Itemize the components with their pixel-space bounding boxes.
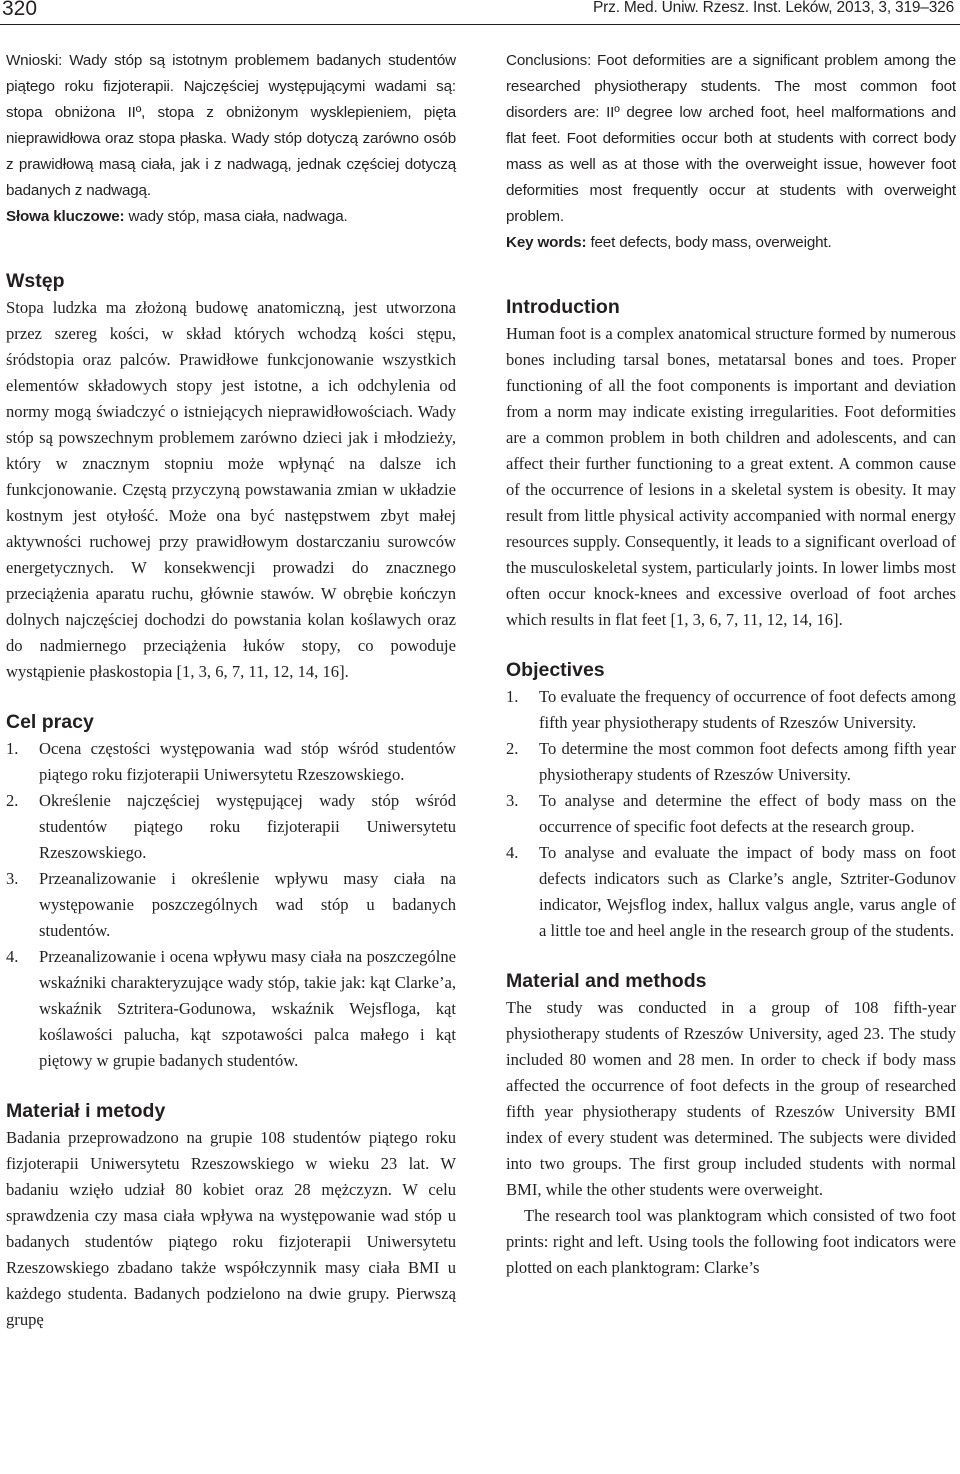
list-item-text: To analyse and determine the effect of body mass on the occurrence of specific foot defects at the research group.	[539, 791, 956, 836]
left-column-polish	[6, 48, 456, 1333]
intro-paragraph	[506, 321, 956, 633]
conclusions-label: Wnioski:	[6, 52, 63, 69]
methods-text-2: The research tool was planktogram which consisted of two foot prints: right and left. Using tools the following foot indicators were plotted on each planktogram: Clarke’s	[506, 1206, 956, 1277]
list-item	[6, 736, 456, 788]
list-item	[6, 866, 456, 944]
conclusions-text: Wady stóp są istotnym problemem badanych studentów piątego roku fizjoterapii. Najczęściej występującymi wadami są: stopa obniżona IIº, stopa z obniżonym wysklepieniem, pięta nieprawidłowa oraz stopa płaska. Wady stóp dotyczą zarówno osób z prawidłową masą ciała, jak i z nadwagą, jednak częściej dotyczą badanych z nadwagą.	[6, 52, 456, 199]
list-item	[6, 788, 456, 866]
methods-paragraph	[506, 995, 956, 1281]
header-rule	[0, 24, 960, 25]
abstract-english	[506, 48, 956, 256]
section-heading-objectives: Objectives	[506, 659, 605, 681]
objectives-list	[6, 736, 456, 1074]
list-item	[6, 944, 456, 1074]
abstract-polish	[6, 48, 456, 230]
keywords-text: feet defects, body mass, overweight.	[586, 234, 832, 251]
section-heading-intro: Introduction	[506, 296, 620, 318]
keywords-label: Słowa kluczowe:	[6, 208, 125, 225]
section-heading-methods: Materiał i metody	[6, 1100, 166, 1122]
list-item-number: 1.	[506, 687, 519, 706]
list-item-text: To analyse and evaluate the impact of body mass on foot defects indicators such as Clarke’s angle, Sztriter-Godunov indicator, Wejsflog index, hallux valgus angle, varus angle of a little toe and heel angle in the research group of the students.	[539, 843, 956, 940]
list-item-text: To determine the most common foot defects among fifth year physiotherapy students of Rzeszów University.	[539, 739, 956, 784]
methods-paragraph	[6, 1125, 456, 1333]
conclusions-text: Foot deformities are a significant problem among the researched physiotherapy students. The most common foot disorders are: IIº degree low arched foot, heel malformations and flat feet. Foot deformities occur both at students with correct body mass as well as at those with the overweight issue, however foot deformities most frequently occur at students with overweight problem.	[506, 52, 956, 225]
list-item	[506, 840, 956, 944]
methods-text-1: The study was conducted in a group of 108 fifth-year physiotherapy students of Rzeszów University, aged 23. The study included 80 women and 28 men. In order to check if body mass affected the occurrence of foot defects in the group of researched fifth year physiotherapy students of Rzeszów University BMI index of every student was determined. The subjects were divided into two groups. The first group included students with normal BMI, while the other students were overweight.	[506, 998, 956, 1199]
list-item-number: 2.	[6, 791, 19, 810]
conclusions-english	[506, 48, 956, 230]
list-item-number: 3.	[6, 869, 19, 888]
list-item-text: Przeanalizowanie i określenie wpływu masy ciała na występowanie poszczególnych wad stóp u badanych studentów.	[39, 869, 456, 940]
list-item-text: Określenie najczęściej występującej wady stóp wśród studentów piątego roku fizjoterapii Uniwersytetu Rzeszowskiego.	[39, 791, 456, 862]
list-item-number: 2.	[506, 739, 519, 758]
section-heading-methods: Material and methods	[506, 970, 707, 992]
right-column-english	[506, 48, 956, 1281]
intro-paragraph	[6, 295, 456, 685]
objectives-list	[506, 684, 956, 944]
list-item	[506, 736, 956, 788]
intro-text: Stopa ludzka ma złożoną budowę anatomiczną, jest utworzona przez szereg kości, w skład których wchodzą kości stępu, śródstopia oraz palców. Prawidłowe funkcjonowanie wszystkich elementów składowych stopy jest istotne, a ich odchylenia od normy mogą świadczyć o istniejących nieprawidłowościach. Wady stóp są powszechnym problemem zarówno dzieci jak i młodzieży, który w znacznym stopniu może wpłynąć na dalsze ich funkcjonowanie. Częstą przyczyną powstawania zmian w układzie kostnym jest otyłość. Może ona być następstwem zbyt małej aktywności ruchowej przy prawidłowym dostarczaniu surowców energetycznych. W konsekwencji prowadzi do znacznego przeciążenia aparatu ruchu, głównie stawów. W obrębie kończyn dolnych najczęściej dochodzi do powstania kolan koślawych oraz do nadmiernego przeciążenia łuków stopy, co powoduje wystąpienie płaskostopia [1, 3, 6, 7, 11, 12, 14, 16].	[6, 298, 456, 681]
methods-text: Badania przeprowadzono na grupie 108 studentów piątego roku fizjoterapii Uniwersytetu Rzeszowskiego w wieku 23 lat. W badaniu wzięło udział 80 kobiet oraz 28 mężczyzn. W celu sprawdzenia czy masa ciała wpływa na występowanie wad stóp u badanych studentów piątego roku fizjoterapii Uniwersytetu Rzeszowskiego zbadano także współczynnik masy ciała BMI u każdego studenta. Badanych podzielono na dwie grupy. Pierwszą grupę	[6, 1128, 456, 1329]
list-item-number: 3.	[506, 791, 519, 810]
list-item-text: Przeanalizowanie i ocena wpływu masy ciała na poszczególne wskaźniki charakteryzujące wady stóp, takie jak: kąt Clarke’a, wskaźnik Sztritera-Godunowa, wskaźnik Wejsfloga, kąt koślawości palucha, kąt szpotawości palca małego i kąt piętowy w grupie badanych studentów.	[39, 947, 456, 1070]
list-item	[506, 788, 956, 840]
keywords-polish	[6, 204, 456, 230]
journal-citation: Prz. Med. Uniw. Rzesz. Inst. Leków, 2013, 3, 319–326	[593, 0, 954, 16]
section-heading-intro: Wstęp	[6, 270, 65, 292]
keywords-english	[506, 230, 956, 256]
list-item-number: 4.	[6, 947, 19, 966]
list-item-text: Ocena częstości występowania wad stóp wśród studentów piątego roku fizjoterapii Uniwersytetu Rzeszowskiego.	[39, 739, 456, 784]
list-item-number: 1.	[6, 739, 19, 758]
list-item	[506, 684, 956, 736]
keywords-text: wady stóp, masa ciała, nadwaga.	[124, 208, 348, 225]
intro-text: Human foot is a complex anatomical structure formed by numerous bones including tarsal bones, metatarsal bones and toes. Proper functioning of all the foot components is important and deviation from a norm may indicate existing irregularities. Foot deformities are a common problem in both children and adolescents, and can affect their further functioning to a great extent. A common cause of the occurrence of lesions in a skeletal system is obesity. It may result from little physical activity accompanied with normal energy resources supply. Consequently, it leads to a significant overload of the musculoskeletal system, particularly joints. In lower limbs most often occur knock-knees and excessive overload of foot arches which results in flat feet [1, 3, 6, 7, 11, 12, 14, 16].	[506, 324, 956, 629]
conclusions-label: Conclusions:	[506, 52, 592, 69]
section-heading-objectives: Cel pracy	[6, 711, 94, 733]
conclusions-polish	[6, 48, 456, 204]
keywords-label: Key words:	[506, 234, 587, 251]
page-number: 320	[2, 0, 38, 20]
list-item-text: To evaluate the frequency of occurrence of foot defects among fifth year physiotherapy students of Rzeszów University.	[539, 687, 956, 732]
list-item-number: 4.	[506, 843, 519, 862]
